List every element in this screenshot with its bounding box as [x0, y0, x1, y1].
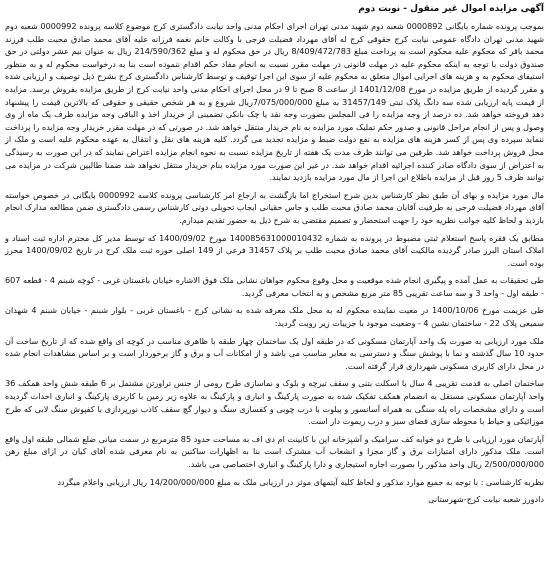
paragraph-registry-inquiry: مطابق یک فقره پاسخ استعلام ثبتی مضبوط در پرونده به شماره 140085631000010432 مورخ 1400/09/02 که توسط مدیر کل محترم اداره ثبت اسناد و املاک استان البرز صادر گردیده مالکیت آقای محمد صادق محبت طلب بر پلاک 31457 فرعی از 149 اصلی حوزه ثبت ملک کرج در تاریخ 1400/09/02 محرز بوده است. — [5, 232, 545, 268]
paragraph-expert-referral: مال مورد مزایده و بهای آن طبق نظر کارشناس بدین شرح استخراج اما بازگشت به ارجاع امر کارشناسی پرونده کلاسه 0000992 بایگانی در خصوص خواسته آقای مهرداد فضیلت فرجی به طرفیت آقایان محمد صادق محبت طلب و جاس حقیانی ایجاب تحویلی دوتی کارشناس رسمی دادگستری ضمن مطالعه مدارک انجام بازدید و لحاظ کلیه جوانب نظریه خود را جهت استحضار و تصمیم مقتضی به شرح ذیل به حضور تقدیم میدارم. — [5, 189, 544, 225]
notice-title: آگهی مزایده اموال غیر منقول - نوبت دوم — [358, 4, 544, 14]
signature-line: دادورز شعبه نیابت کرج-شهرستانی — [428, 494, 544, 505]
paragraph-location-survey: طی تحقیقات به عمل آمده و پیگیری انجام شده موقعیت و محل وقوع محکوم جواهان نشانی ملک فوق الاشاره خیابان باغستان غربی - کوچه شبنم 4 - قطعه 607 - طبقه اول - واحد 3 و سه ساعت تقریبی 85 متر مربع مشخص و به انتخاب معرفی گردید. — [5, 275, 544, 298]
paragraph-case-intro: بموجب پرونده شماره بایگانی 0000892 شعبه دوم شهید مدنی تهران اجرای احکام مدنی واحد نیابت دادگستری کرج موضوع کلاسه پرونده 0000992 شعبه دوم شهید مدنی تهران دادگاه عمومی نیابت کرج حقوقی کرج له آقای مهرداد فضیلت فرجی با وکالت خانم نغمه فرزانه علیه آقای محمد صادق محبت طلب فرزند محمد باقر که محکوم علیه محکوم است به پرداخت مبلغ 8/409/472/783 ریال در حق محکوم له و مبلغ 214/590/362 ریال به عنوان نیم عشر دولتی در حق صندوق دولت با توجه به اینکه محکوم علیه در مهلت قانونی در مهلت مقرر نسبت به انجام مفاد حکم اقدام ننموده است بنا به درخواست محکوم له و به منظور استیفای محکوم به و هزینه های اجرایی اموال متعلق به محکوم علیه از سوی این اجرا توقیف و توسط کارشناس دادگستری کرج بشرح ذیل توصیف و ارزیابی شده و مقرر گردیده از طریق مزایده در مورخ 1401/12/08 از ساعت 8 صبح تا 9 در محل اجرای احکام مدنی واحد نیابت کرج از طریق مزایده بفروش برسد. مزایده از قیمت پایه ارزیابی شده سه دانگ پلاک ثبتی 31457/149 به مبلغ 7/075/000/000ریال شروع و به هر شخص حقیقی و حقوقی که بالاترین قیمت را پیشنهاد دهد فروخته خواهد شد. ده درصد از وجه مزایده را فی المجلس بصورت وجه نقد یا چک بانکی تضمینی از خریدار اخذ و الباقی وجه مزایده ظرف یک ماه از وی وصول و پس از انجام مراحل قانونی و صدور حکم تملیک مورد مزایده به نام خریدار منتقل خواهد شد. در صورتی که در مهلت مقرر خریدار وجه مزایده را پرداخت ننماید سپرده وی پس از کسر هزینه های مزایده به نفع دولت ضبط و مزایده تجدید می گردد. کلیه هزینه های نقل و انتقال به عهده محکوم علیه است و ملک از محل فروش پرداخت خواهد شد. طرفین می توانند ظرف مدت یک هفته از تاریخ مزایده نسبت به نحوه انجام مزایده اعتراض نمایند که در این صورت به رسیدگی به اعتراض از سوی دادگاه صادر کننده اجرائیه اقدام خواهد شد. در غیر این صورت مورد مزایده بنام خریدار منتقل نخواهد شد ضمنا طالبین شرکت در مزایده می توانند ظرف 5 روز قبل از مزایده باطلاع این اجرا از مال مورد مزایده بازدید نمایند. — [5, 21, 545, 183]
paragraph-expert-opinion: نظریه کارشناسی : با توجه به جمیع موارد مذکور و لحاظ کلیه آیتمهای موثر در ارزیابی ملک به مبلغ 14/200/000/000 ریال ارزیابی واعلام میگردد — [57, 476, 544, 487]
paragraph-site-visit: طی عزیمت مورخ 1400/10/06 در معیت نماینده محکوم له به محل ملک معرفه شده به نشانی کرج - باغستان غربی - بلوار شبنم - خیابان شبنم 4 شهدان سمیعی پلاک 22 - ساختمان نشین 4 - وضعیت موجود با جزییات زیر رویت گردید: — [5, 305, 544, 329]
paragraph-property-overview: ملک مورد ارزیابی به صورت یک واحد آپارتمان مسکونی که در طبقه اول یک ساختمان چهار طبقه با ظاهری مناسب در کوچه ای واقع شده که از تاریخ ساخت آن حدود 10 سال گذشته و نما با پوشش سنگ و دسترسی به معابر مناسب می باشد و از امکانات آب و برق و گاز برخوردار است و بر اساس مشاهدات انجام شده در محل دارای کاربری مسکونی شهرداری قرار گرفته است. — [5, 335, 545, 371]
paragraph-building-description: ساختمان اصلی به قدمت تقریبی 4 سال با اسکلت بتنی و سقف تیرچه و بلوک و نماسازی طرح رومی از جنس تراورتن مشتمل بر 6 طبقه شش واحد همکف 36 واحد آپارتمان مسکونی مستقل به انضمام همکف تفکیک شده به صورت پارکینگ و انباری و پارکینگ به علاوه زیر زمین با کاربری پارکینگ و انباری احداث گردیده است و دارای مشخصات راه پله سنگی به همراه آسانسور و پیلوت با درب چوبی و کفسازی سنگ و دیوار گچ سقف کاذب نورپردازی با کفپوش سنگ لابی که طرح موزائیکی و حیاط با محوطه سازی فضای سبز و درب ریموت دار است. — [5, 378, 544, 427]
paragraph-apartment-description: آپارتمان مورد ارزیابی با طرح دو خوابه کف سرامیک و آشپزخانه اپن با کابینت ام دی اف به مساحت حدود 85 مترمربع در سمت میانی ضلع شمالی طبقه اول واقع است. ملک مذکور دارای امتیازات برق و گاز مجزا و انشعاب آب مشترک است بنا به اظهارات ساکنین به نام معرفی شده آقای کیان در ازای مبلغ رهن 2/500/000/000 ریال واحد مذکور را بصورت اجاره استیجاری و دارا پارکینگ و انباری اختصاصی می باشد. — [5, 433, 544, 469]
